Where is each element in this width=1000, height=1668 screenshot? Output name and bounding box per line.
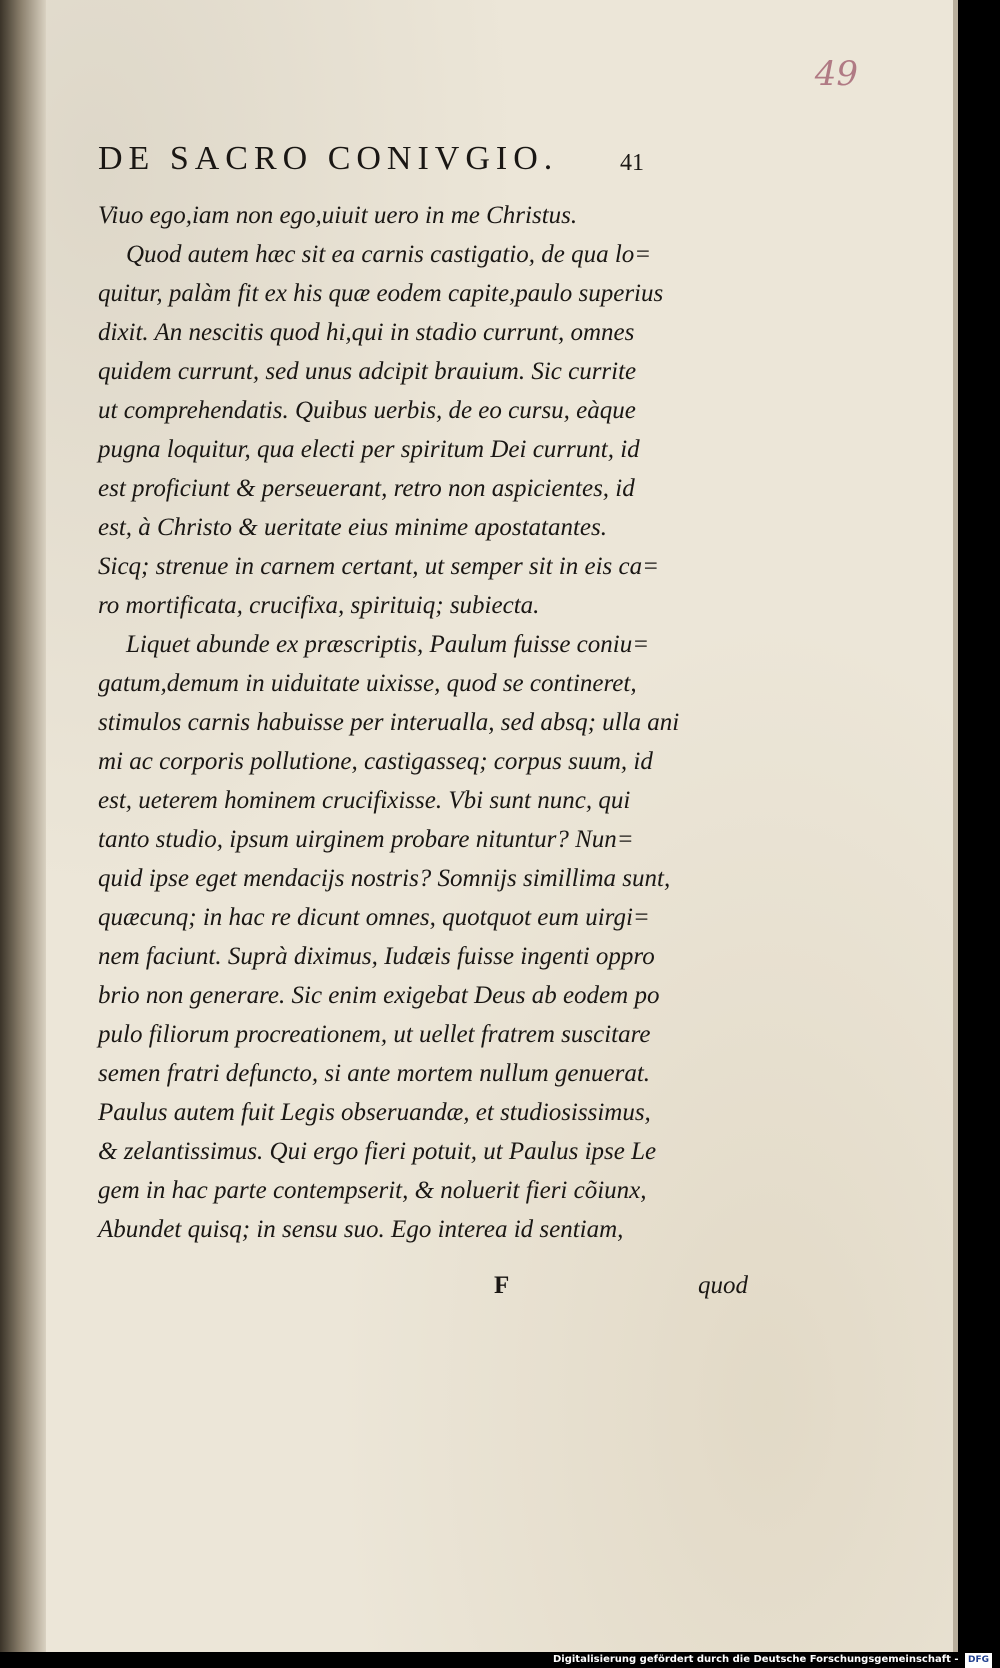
text-line: Abundet quisq; in sensu suo. Ego interea id sentiam,	[98, 1216, 624, 1243]
text-line: pugna loquitur, qua electi per spiritum Dei currunt, id	[98, 436, 640, 463]
text-line: quæcunq; in hac re dicunt omnes, quotquot eum uirgi=	[98, 904, 650, 931]
text-line: dixit. An nescitis quod hi,qui in stadio currunt, omnes	[98, 319, 635, 346]
manuscript-folio-number: 49	[814, 54, 858, 94]
signature-mark: F	[494, 1272, 510, 1299]
catch-line	[98, 1272, 748, 1312]
funding-text: Digitalisierung gefördert durch die Deutsche Forschungsgemeinschaft -	[552, 1654, 959, 1665]
text-line: tanto studio, ipsum uirginem probare nituntur? Nun=	[98, 826, 634, 853]
text-line: Sicq; strenue in carnem certant, ut semper sit in eis ca=	[98, 553, 659, 580]
text-line: mi ac corporis pollutione, castigasseq; corpus suum, id	[98, 748, 653, 775]
text-line: est proficiunt & perseuerant, retro non aspicientes, id	[98, 475, 635, 502]
book-spine-shadow	[0, 0, 46, 1652]
page-edge	[953, 0, 958, 1652]
running-head: DE SACRO CONIVGIO.	[98, 140, 559, 177]
text-line: stimulos carnis habuisse per interualla, sed absq; ulla ani	[98, 709, 680, 736]
text-line: Paulus autem fuit Legis obseruandæ, et studiosissimus,	[98, 1099, 651, 1126]
text-line: quitur, palàm fit ex his quæ eodem capite,paulo superius	[98, 280, 664, 307]
dfg-logo: DFG	[965, 1653, 992, 1668]
text-line: nem faciunt. Suprà diximus, Iudæis fuisse ingenti oppro	[98, 943, 655, 970]
text-line: est, ueterem hominem crucifixisse. Vbi sunt nunc, qui	[98, 787, 631, 814]
text-line: quidem currunt, sed unus adcipit brauium. Sic currite	[98, 358, 637, 385]
text-line: & zelantissimus. Qui ergo fieri potuit, ut Paulus ipse Le	[98, 1138, 657, 1165]
text-line: Viuo ego,iam non ego,uiuit uero in me Christus.	[98, 202, 578, 229]
text-line: ut comprehendatis. Quibus uerbis, de eo cursu, eàque	[98, 397, 636, 424]
text-line: quid ipse eget mendacijs nostris? Somnijs simillima sunt,	[98, 865, 671, 892]
text-line: brio non generare. Sic enim exigebat Deus ab eodem po	[98, 982, 660, 1009]
text-line: Liquet abunde ex præscriptis, Paulum fuisse coniu=	[126, 631, 650, 658]
text-line: semen fratri defuncto, si ante mortem nullum genuerat.	[98, 1060, 651, 1087]
body-text	[98, 196, 678, 1249]
text-line: ro mortificata, crucifixa, spirituiq; subiecta.	[98, 592, 540, 619]
text-line: gatum,demum in uiduitate uixisse, quod se contineret,	[98, 670, 637, 697]
text-line: est, à Christo & ueritate eius minime apostatantes.	[98, 514, 608, 541]
text-line: Quod autem hæc sit ea carnis castigatio, de qua lo=	[126, 241, 652, 268]
text-line: pulo filiorum procreationem, ut uellet fratrem suscitare	[98, 1021, 651, 1048]
text-line: gem in hac parte contempserit, & noluerit fieri cõiunx,	[98, 1177, 647, 1204]
funding-notice	[553, 1652, 992, 1668]
page-number: 41	[620, 150, 644, 176]
catchword: quod	[698, 1272, 748, 1299]
